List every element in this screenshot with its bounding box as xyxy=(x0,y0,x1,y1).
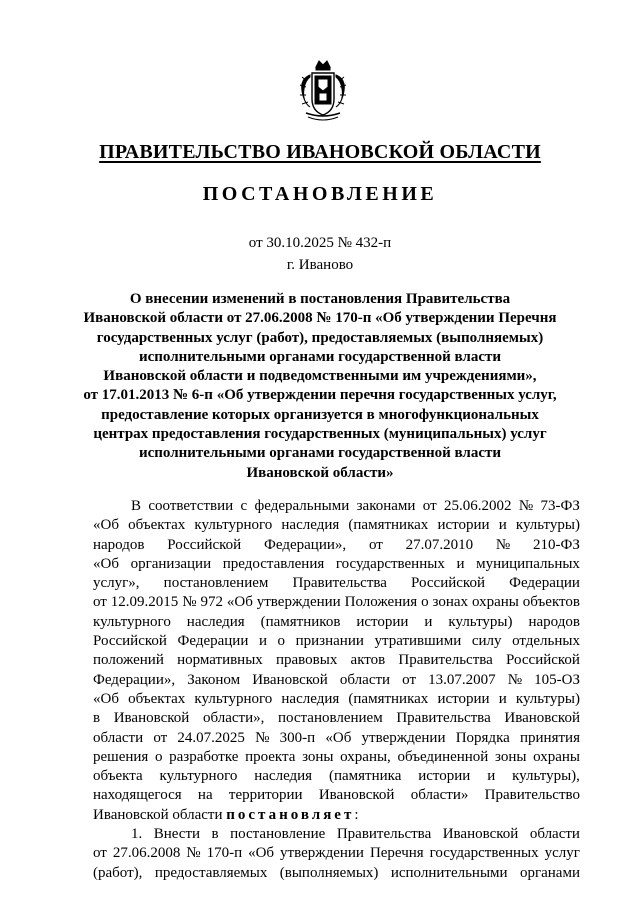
word: положений xyxy=(93,652,164,669)
body-line xyxy=(93,690,580,709)
word: 170-п xyxy=(206,845,243,862)
word: муниципальных xyxy=(476,555,580,572)
word: «Об xyxy=(226,594,253,611)
word: государственных xyxy=(335,555,445,572)
body-line xyxy=(93,613,580,632)
word: от xyxy=(368,536,383,553)
word: Правительства xyxy=(336,826,432,843)
word: услуг», xyxy=(93,575,140,592)
word: культурного xyxy=(159,768,238,785)
word: 27.07.2010 xyxy=(405,536,474,553)
word: 300-п xyxy=(279,729,316,746)
word: в xyxy=(93,710,101,727)
word: Порядка xyxy=(455,729,510,746)
government-title: ПРАВИТЕЛЬСТВО ИВАНОВСКОЙ ОБЛАСТИ xyxy=(99,141,541,163)
body-line xyxy=(93,671,580,690)
body-text: Ивановской области xyxy=(93,806,227,823)
word: охраны xyxy=(533,748,580,765)
word: Ивановской xyxy=(318,787,395,804)
document-body xyxy=(93,497,580,883)
word: о xyxy=(421,594,429,611)
word: разработке xyxy=(169,748,239,765)
word: принятия xyxy=(520,729,580,746)
word: наследия xyxy=(281,517,340,534)
body-line xyxy=(93,748,580,767)
word: организации xyxy=(130,555,212,572)
word: истории xyxy=(437,517,490,534)
word: правовых xyxy=(276,652,338,669)
word: отдельных xyxy=(512,633,580,650)
document-type: ПОСТАНОВЛЕНИЕ xyxy=(202,183,438,205)
subject-line: от 17.01.2013 № 6-п «Об утверждении перечня государственных услуг, xyxy=(83,387,557,404)
body-text: : xyxy=(354,806,359,823)
word: органами xyxy=(519,864,580,881)
word: с xyxy=(240,498,248,514)
word: и xyxy=(456,555,465,572)
word: культуры), xyxy=(512,768,580,785)
word: зонах xyxy=(432,594,469,611)
word: федеральными xyxy=(254,498,350,514)
word: охраны, xyxy=(340,748,391,765)
word: (памятников xyxy=(260,613,341,630)
word: Федерации xyxy=(177,633,249,650)
word: от xyxy=(402,671,417,688)
word: 12.09.2015 xyxy=(110,594,179,611)
word: 1. xyxy=(131,826,143,843)
word: утверждении xyxy=(256,594,341,611)
word: 73-ФЗ xyxy=(540,498,580,514)
word: Ивановской xyxy=(504,710,580,727)
word: 24.07.2025 xyxy=(177,729,245,746)
word: от xyxy=(93,594,107,611)
city: г. Иваново xyxy=(286,257,354,273)
word: территории xyxy=(228,787,303,804)
date-number: от 30.10.2025 № 432-п xyxy=(248,235,392,251)
word: истории xyxy=(437,690,490,707)
word: решения xyxy=(93,748,149,765)
resolves-word: постановляет xyxy=(226,806,355,823)
word: Российской xyxy=(506,652,580,669)
body-line xyxy=(93,709,580,728)
word: на xyxy=(197,787,213,804)
word: и xyxy=(498,690,507,707)
word: Ивановской xyxy=(252,671,328,688)
body-line xyxy=(93,497,580,516)
word: в xyxy=(211,826,219,843)
word: народов xyxy=(93,536,145,553)
word: объединенной xyxy=(397,748,489,765)
body-line xyxy=(93,825,580,844)
word: народов xyxy=(528,613,580,630)
word: государственных xyxy=(429,845,539,862)
word: от xyxy=(93,845,107,862)
body-line xyxy=(93,844,580,863)
word: актов xyxy=(350,652,386,669)
word: о xyxy=(154,748,163,765)
word: Ивановской xyxy=(442,826,519,843)
body-line xyxy=(93,516,580,535)
word: от xyxy=(422,498,437,514)
word: культуры) xyxy=(515,690,580,707)
word: «Об xyxy=(248,845,275,862)
word: зоны xyxy=(494,748,527,765)
word: Правительства xyxy=(398,652,493,669)
subject-line: предоставление которых организуется в многофункциональных xyxy=(101,406,539,423)
word: «Об xyxy=(93,517,119,534)
word: культурного xyxy=(93,613,171,630)
word: 210-ФЗ xyxy=(533,536,580,553)
word: 105-ОЗ xyxy=(534,671,580,688)
subject-line: центрах предоставления государственных (муниципальных) услуг xyxy=(93,426,547,443)
ivanovo-coat-of-arms-icon xyxy=(294,57,352,127)
word: «Об xyxy=(93,690,119,707)
word: «Об xyxy=(325,729,352,746)
word: и xyxy=(258,633,267,650)
word: 13.07.2007 xyxy=(428,671,496,688)
word: Российской xyxy=(411,575,485,592)
word: области» xyxy=(410,787,469,804)
word: истории xyxy=(418,768,471,785)
word: Законом xyxy=(187,671,241,688)
word: соответствии xyxy=(148,498,234,514)
word: культурного xyxy=(194,517,273,534)
word: культуры) xyxy=(448,613,513,630)
word: зоны xyxy=(302,748,334,765)
word: исполнительными xyxy=(390,864,508,881)
word: постановлением xyxy=(277,710,383,727)
word: Положения xyxy=(344,594,418,611)
word: наследия xyxy=(186,613,245,630)
subject-line: О внесении изменений в постановления Правительства xyxy=(129,291,511,307)
body-line xyxy=(93,555,580,574)
word: объекта xyxy=(93,768,143,785)
word: области», xyxy=(202,710,265,727)
word: Правительства xyxy=(396,710,491,727)
word: области xyxy=(93,729,144,746)
word: № xyxy=(182,594,197,611)
word: наследия xyxy=(254,768,313,785)
word: Федерации xyxy=(509,575,580,592)
word: находящегося xyxy=(93,787,182,804)
body-line xyxy=(93,786,580,805)
word: Федерации», xyxy=(264,536,347,553)
word: постановление xyxy=(230,826,326,843)
word: (памятниках xyxy=(348,690,429,707)
subject-line: государственных услуг (работ), предоставляемых (выполняемых) xyxy=(96,329,544,346)
word: Российской xyxy=(167,536,242,553)
word: утратившими xyxy=(374,633,462,650)
word: и xyxy=(487,768,496,785)
body-line xyxy=(93,729,580,748)
word: Ивановской xyxy=(113,710,190,727)
word: законами xyxy=(356,498,416,514)
word: Внести xyxy=(153,826,201,843)
word: признании xyxy=(295,633,364,650)
word: Федерации», xyxy=(93,671,176,688)
word: о xyxy=(277,633,286,650)
word: и xyxy=(498,517,507,534)
word: наследия xyxy=(281,690,340,707)
word: объектов xyxy=(522,594,580,611)
word: Правительства xyxy=(292,575,387,592)
word: Перечня xyxy=(369,845,424,862)
word: № xyxy=(186,845,201,862)
word: Российской xyxy=(93,633,167,650)
word: «Об xyxy=(93,555,119,572)
word: проекта xyxy=(245,748,296,765)
word: Правительство xyxy=(484,787,580,804)
word: № xyxy=(518,498,534,514)
word: В xyxy=(131,498,142,514)
word: (памятника xyxy=(328,768,402,785)
subject-line: Ивановской области от 27.06.2008 № 170-п «Об утверждении Перечня xyxy=(83,310,557,327)
word: нормативных xyxy=(177,652,263,669)
word: культурного xyxy=(194,690,273,707)
word: 27.06.2008 xyxy=(112,845,181,862)
word: и xyxy=(424,613,433,630)
subject-line: исполнительными органами государственной власти xyxy=(138,445,502,462)
word: предоставления xyxy=(222,555,325,572)
body-line xyxy=(93,767,580,786)
word: от xyxy=(153,729,168,746)
word: № xyxy=(507,671,523,688)
word: 25.06.2002 xyxy=(444,498,512,514)
word: утверждении xyxy=(361,729,446,746)
word: области xyxy=(529,826,580,843)
word: № xyxy=(255,729,270,746)
subject-line: исполнительными органами государственной власти xyxy=(138,348,502,365)
word: (работ), xyxy=(93,864,143,881)
word: охраны xyxy=(471,594,519,611)
body-line xyxy=(93,574,580,593)
body-line xyxy=(93,651,580,670)
word: области xyxy=(339,671,391,688)
word: предоставляемых xyxy=(154,864,268,881)
subject-line: Ивановской области» xyxy=(246,464,394,481)
word: (памятниках xyxy=(348,517,429,534)
word: постановлением xyxy=(163,575,269,592)
body-line xyxy=(93,536,580,555)
subject-line: Ивановской области и подведомственными им учреждениями», xyxy=(103,368,537,385)
word: объектах xyxy=(128,517,186,534)
word: услуг xyxy=(544,845,580,862)
word: истории xyxy=(356,613,409,630)
word: утверждении xyxy=(280,845,364,862)
document-subject xyxy=(80,290,560,483)
word: объектах xyxy=(128,690,186,707)
body-line xyxy=(93,632,580,651)
word: (выполняемых) xyxy=(279,864,379,881)
word: № xyxy=(495,536,511,553)
word: культуры) xyxy=(515,517,580,534)
body-line xyxy=(93,864,580,883)
word: силу xyxy=(471,633,502,650)
body-line xyxy=(93,593,580,612)
body-line-resolves xyxy=(93,806,580,825)
word: 972 xyxy=(200,594,223,611)
